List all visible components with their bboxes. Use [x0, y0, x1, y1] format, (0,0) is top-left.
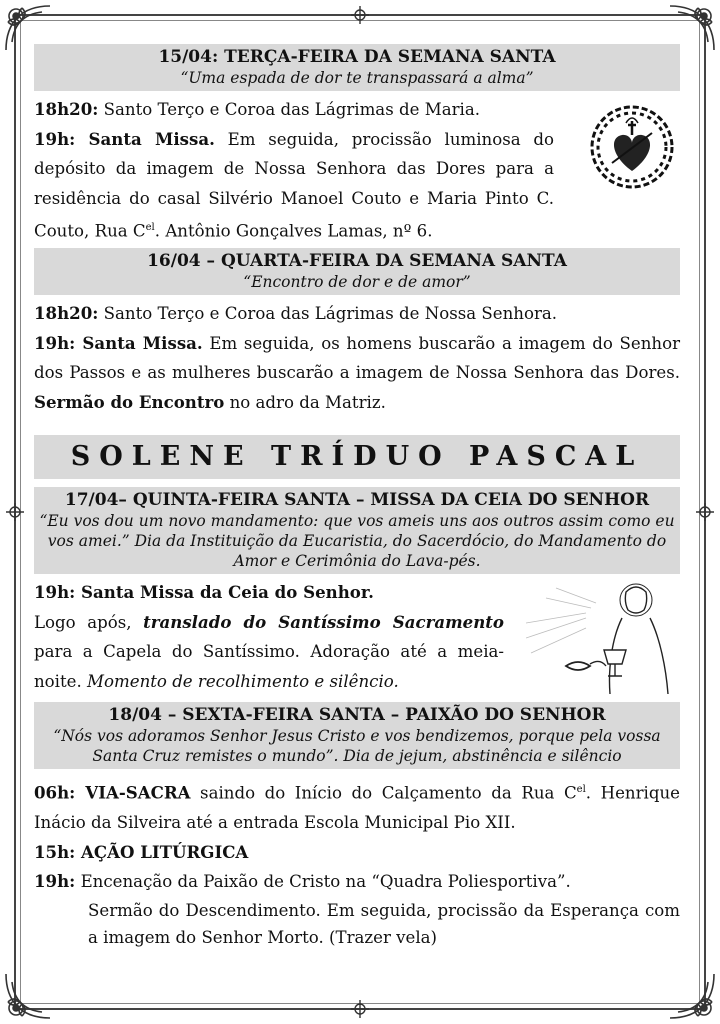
section-title: 15/04: TERÇA-FEIRA DA SEMANA SANTA — [158, 47, 556, 67]
schedule-text: Logo após, — [34, 612, 144, 632]
schedule-text: Encenação da Paixão de Cristo na “Quadra Poliesportiva”. — [75, 872, 571, 892]
schedule-line — [34, 125, 554, 247]
time-label: 15h: AÇÃO LITÚRGICA — [34, 841, 249, 862]
schedule-line — [34, 329, 680, 418]
time-label: 19h: Santa Missa. — [34, 332, 203, 353]
schedule-text: Em seguida, os homens buscarão a imagem do Senhor dos Passos e as mulheres buscarão a imagem de Nossa Senhora das Dores. — [34, 333, 680, 383]
time-label: 06h: VIA-SACRA — [34, 782, 191, 803]
section-quote: “Eu vos dou um novo mandamento: que vos ameis uns aos outros assim como eu vos amei.” Dia da Instituição da Eucaristia, do Sacerdócio, do Mandamento do Amor e Cerimônia do Lava-pés. — [39, 512, 675, 571]
schedule-text: Santo Terço e Coroa das Lágrimas de Maria. — [98, 100, 480, 119]
section-header-tuesday — [34, 44, 680, 91]
left-ornament-icon — [4, 501, 26, 523]
corner-ornament-icon — [666, 970, 718, 1022]
section-title: 16/04 – QUARTA-FEIRA DA SEMANA SANTA — [147, 251, 567, 272]
section-quote: “Encontro de dor e de amor” — [243, 273, 471, 292]
section-body-thursday — [34, 578, 680, 696]
schedule-text: . Henrique Inácio da Silveira até a entrada Escola Municipal Pio XII. — [34, 783, 680, 833]
schedule-line — [34, 775, 680, 838]
jesus-eucharist-icon — [526, 578, 676, 696]
section-quote: “Nós vos adoramos Senhor Jesus Cristo e vos bendizemos, porque pela vossa Santa Cruz remistes o mundo”. Dia de jejum, abstinência e silêncio — [53, 727, 661, 766]
section-header-thursday — [34, 487, 680, 574]
bottom-ornament-icon — [349, 998, 371, 1020]
time-label: 18h20: — [34, 303, 99, 324]
schedule-line — [34, 299, 680, 329]
section-quote: “Uma espada de dor te transpassará a alma” — [180, 69, 534, 87]
section-body-tuesday — [34, 95, 680, 246]
superscript: el — [576, 784, 586, 796]
time-label: 19h: — [34, 871, 76, 892]
schedule-text: saindo do Início do Calçamento da Rua C — [190, 783, 577, 803]
document-body — [34, 44, 680, 951]
sacred-heart-thorns-icon — [580, 93, 684, 197]
section-title: 18/04 – SEXTA-FEIRA SANTA – PAIXÃO DO SENHOR — [108, 705, 606, 726]
time-label: 19h: Santa Missa. — [34, 128, 215, 149]
schedule-line — [34, 838, 680, 868]
superscript: el — [145, 222, 155, 233]
section-header-friday — [34, 702, 680, 769]
schedule-line — [34, 608, 504, 697]
time-label: 18h20: — [34, 99, 99, 119]
time-label: 19h: Santa Missa da Ceia do Senhor. — [34, 582, 374, 603]
schedule-line: Sermão do Descendimento. Em seguida, procissão da Esperança com a imagem do Senhor Morto. (Trazer vela) — [88, 900, 680, 947]
schedule-text: para a Capela do Santíssimo. Adoração até a meia-noite. — [34, 642, 504, 691]
schedule-line — [34, 867, 680, 897]
section-title: 17/04– QUINTA-FEIRA SANTA – MISSA DA CEIA DO SENHOR — [64, 490, 650, 511]
section-header-wednesday — [34, 248, 680, 295]
schedule-text: . Antônio Gonçalves Lamas, nº 6. — [154, 221, 433, 241]
schedule-text: Santo Terço e Coroa das Lágrimas de Nossa Senhora. — [98, 304, 558, 324]
schedule-text: Em seguida, procissão luminosa do depósito da imagem de Nossa Senhora das Dores para a residência do casal Silvério Manoel Couto e Maria Pinto C. Couto, Rua C — [34, 129, 555, 241]
italic-text: Momento de recolhimento e silêncio. — [87, 671, 399, 691]
emphasis-text: Sermão do Encontro — [34, 391, 225, 412]
triduo-title: SOLENE TRÍDUO PASCAL — [34, 435, 680, 479]
emphasis-text: translado do Santíssimo Sacramento — [143, 611, 504, 632]
schedule-text: no adro da Matriz. — [224, 392, 386, 412]
corner-ornament-icon — [2, 970, 54, 1022]
right-ornament-icon — [694, 501, 716, 523]
top-ornament-icon — [349, 4, 371, 26]
